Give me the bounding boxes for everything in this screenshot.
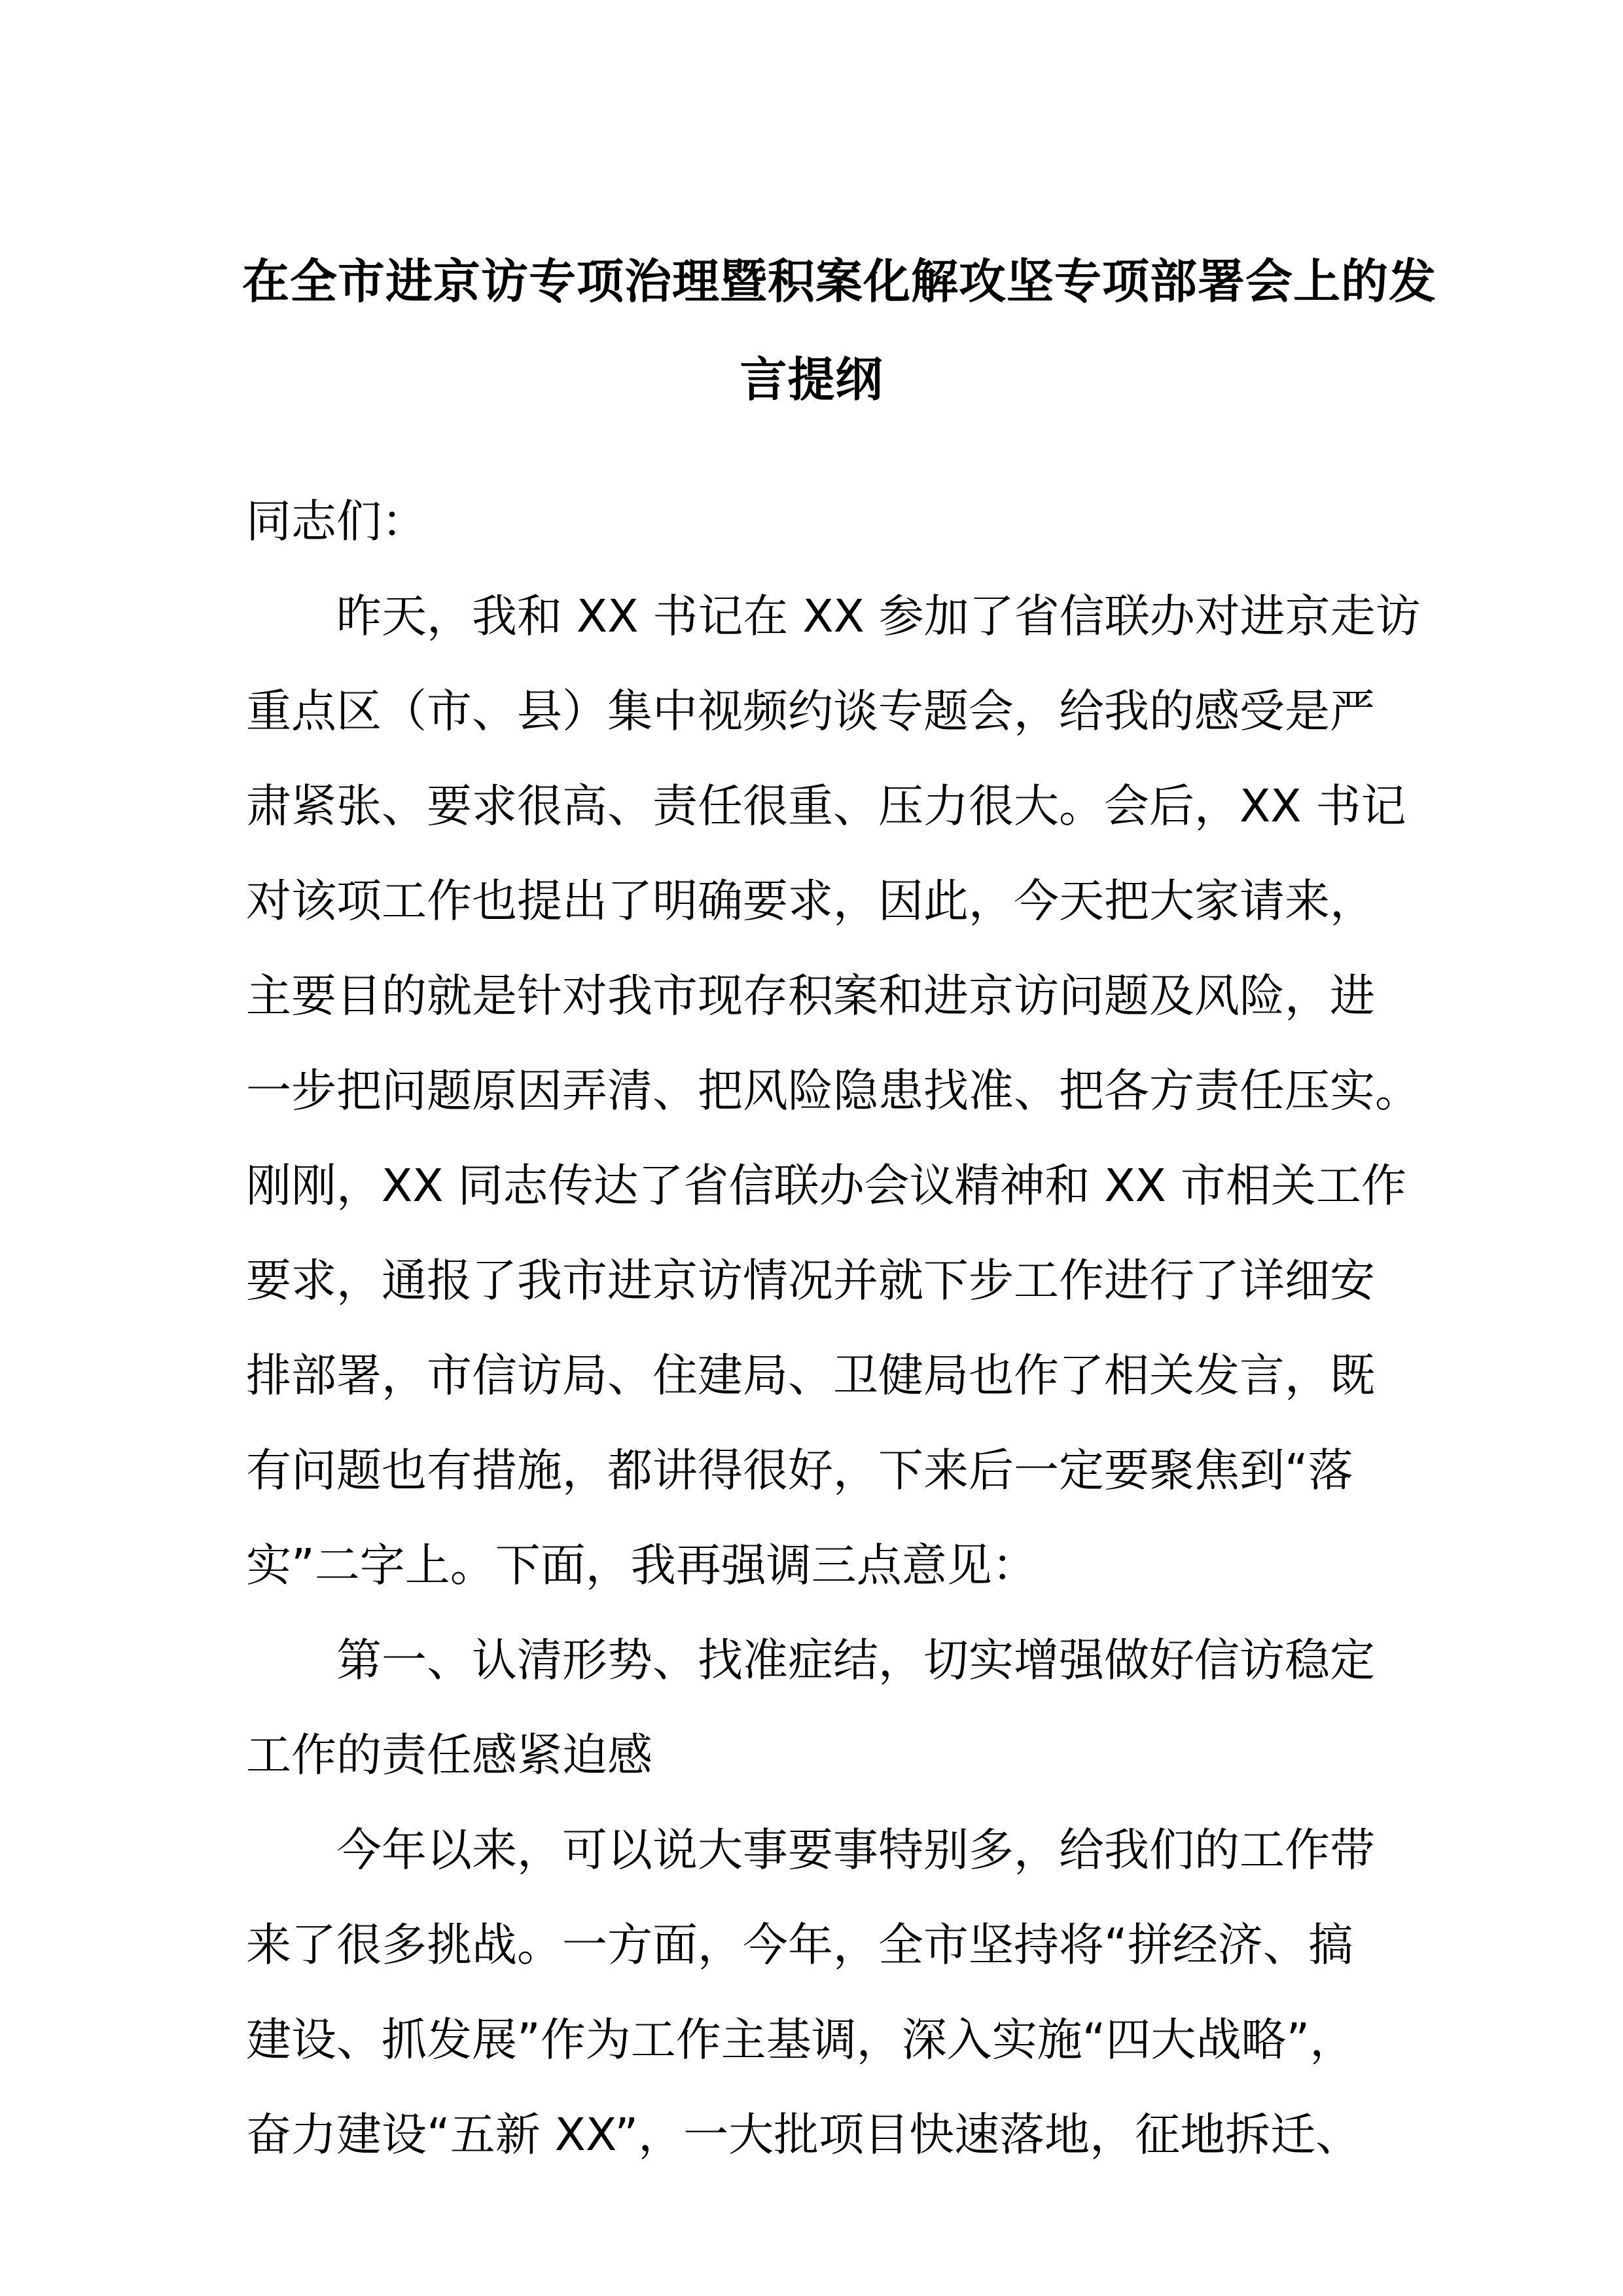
paragraph-line: 今年以来，可以说大事要事特别多，给我们的工作带 xyxy=(336,1824,1375,1876)
paragraph-line: 一步把问题原因弄清、把风险隐患找准、把各方责任压实。 xyxy=(246,1065,1420,1117)
paragraph-line: 昨天，我和 XX 书记在 XX 参加了省信联办对进京走访 xyxy=(336,590,1421,643)
paragraph-line: 主要目的就是针对我市现存积案和进京访问题及风险，进 xyxy=(246,970,1375,1022)
salutation: 同志们： xyxy=(246,495,427,548)
document-title xyxy=(242,232,1437,429)
paragraph-line: 奋力建设“五新 XX”，一大批项目快速落地，征地拆迁、 xyxy=(246,2109,1361,2161)
paragraph-line: 有问题也有措施，都讲得很好，下来后一定要聚焦到“落 xyxy=(246,1444,1353,1497)
title-line-1: 在全市进京访专项治理暨积案化解攻坚专项部署会上的发 xyxy=(242,254,1437,309)
paragraph-line: 肃紧张、要求很高、责任很重、压力很大。会后，XX 书记 xyxy=(246,780,1406,833)
paragraph-line: 建设、抓发展”作为工作主基调，深入实施“四大战略”， xyxy=(246,2014,1355,2066)
paragraph-line: 来了很多挑战。一方面，今年，全市坚持将“拼经济、搞 xyxy=(246,1919,1353,1971)
paragraph-line: 实”二字上。下面，我再强调三点意见： xyxy=(246,1539,1037,1592)
paragraph-line: 排部署，市信访局、住建局、卫健局也作了相关发言，既 xyxy=(246,1350,1375,1402)
title-line-2: 言提纲 xyxy=(740,352,883,407)
section-heading-line: 第一、认清形势、找准症结，切实增强做好信访稳定 xyxy=(336,1634,1375,1687)
document-body xyxy=(246,475,1421,2183)
section-heading-line: 工作的责任感紧迫感 xyxy=(246,1729,652,1782)
paragraph-line: 刚刚，XX 同志传达了省信联办会议精神和 XX 市相关工作 xyxy=(246,1160,1406,1212)
paragraph-line: 重点区（市、县）集中视频约谈专题会，给我的感受是严 xyxy=(246,685,1375,738)
paragraph-line: 对该项工作也提出了明确要求，因此，今天把大家请来， xyxy=(246,875,1375,927)
paragraph-line: 要求，通报了我市进京访情况并就下步工作进行了详细安 xyxy=(246,1255,1375,1307)
